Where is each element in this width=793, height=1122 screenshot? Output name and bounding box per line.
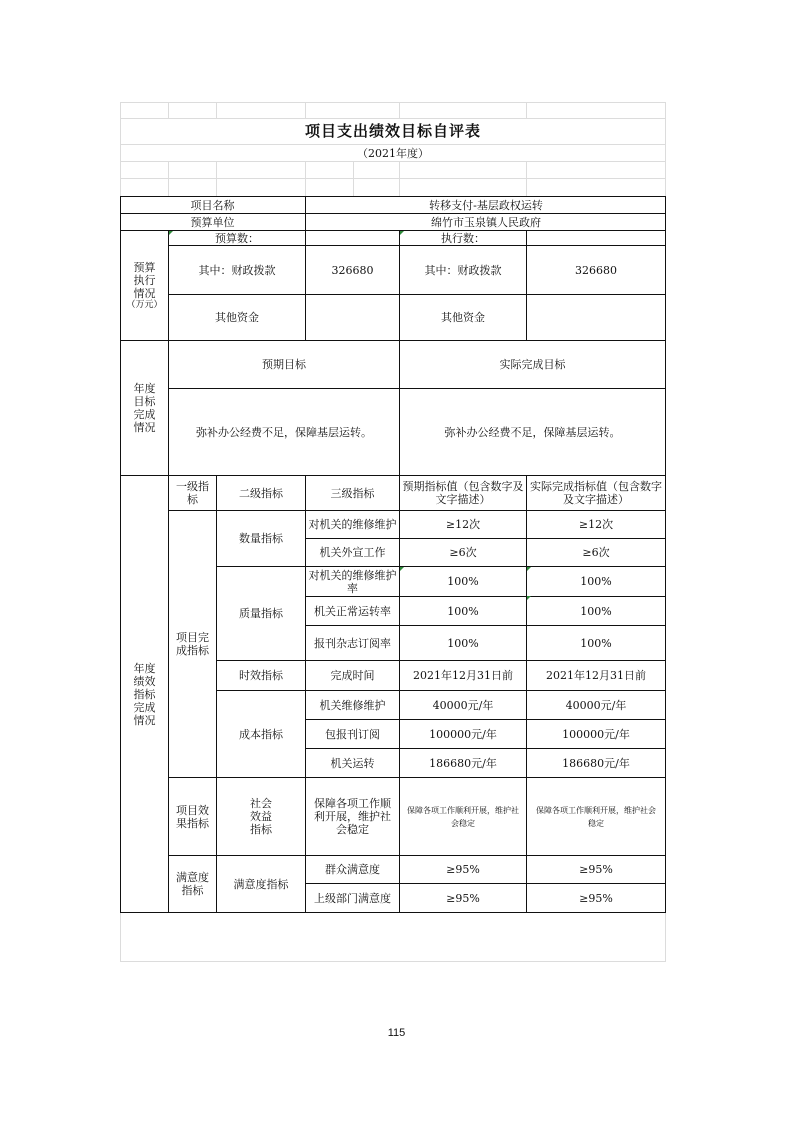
project-name-label: 项目名称: [190, 198, 235, 212]
header-level3: 三级指标: [330, 486, 375, 500]
satisfaction-level1-label: [169, 856, 216, 912]
row-name: 群众满意度: [325, 863, 380, 876]
row-expected: 2021年12月31日前: [413, 669, 513, 682]
other-funds-label: 其他资金: [215, 311, 259, 324]
budget-unit: 绵竹市玉泉镇人民政府: [431, 215, 541, 229]
annual-goal-label-text: 年度目标完成情况: [133, 382, 156, 434]
fiscal-budget-value: 326680: [331, 263, 374, 277]
budget-exec-unit: （万元）: [126, 300, 163, 310]
header-level2: 二级指标: [239, 486, 283, 500]
row-expected: ≥95%: [446, 863, 480, 876]
row-actual: 2021年12月31日前: [546, 669, 646, 682]
row-name: 对机关的维修维护率: [308, 568, 397, 595]
fiscal-budget-label: 其中：财政拨款: [198, 263, 276, 277]
actual-goal-text: 弥补办公经费不足，保障基层运转。: [444, 425, 621, 439]
expected-goal-header: 预期目标: [262, 358, 306, 371]
exec-amount-label: 执行数：: [441, 231, 485, 245]
row-expected: 100%: [447, 604, 479, 618]
indicator-label-text: 年度绩效指标完成情况: [133, 661, 156, 727]
timeliness-indicator-label: 时效指标: [239, 669, 283, 682]
budget-unit-label: 预算单位: [190, 215, 235, 229]
row-actual: ≥95%: [579, 891, 613, 905]
completion-indicator-label: [169, 511, 216, 777]
satisfaction-level2-label: 满意度指标: [233, 877, 289, 891]
row-name: 机关维修维护: [319, 698, 386, 712]
row-expected: 186680元/年: [429, 756, 497, 770]
fiscal-exec-label: 其中：财政拨款: [424, 263, 502, 277]
row-expected: 保障各项工作顺利开展，维护社会稳定: [407, 805, 519, 828]
budget-exec-section-label: [121, 231, 168, 341]
self-evaluation-form: [120, 102, 666, 962]
row-actual: ≥95%: [579, 863, 613, 876]
row-expected: ≥12次: [445, 518, 481, 531]
row-actual: 40000元/年: [565, 698, 627, 712]
form-year: （2021年度）: [357, 146, 429, 160]
header-level1: 一级指标: [176, 480, 209, 506]
row-name: 包报刊订阅: [325, 727, 380, 741]
budget-amount-label: 预算数：: [215, 231, 259, 245]
row-expected: ≥95%: [446, 891, 480, 905]
actual-goal-header: 实际完成目标: [499, 358, 566, 371]
row-name: 机关运转: [330, 756, 375, 770]
row-actual: 100%: [580, 636, 612, 650]
row-expected: ≥6次: [449, 546, 477, 559]
quality-indicator-label: 质量指标: [239, 607, 283, 620]
row-actual: 186680元/年: [562, 756, 630, 770]
row-name: 报刊杂志订阅率: [314, 636, 391, 650]
other-funds-exec-label: 其他资金: [441, 311, 485, 324]
page-number: 115: [387, 1027, 406, 1039]
completion-label-text: 项目完成指标: [176, 631, 209, 657]
budget-exec-label-text: 预算执行情况: [133, 261, 156, 300]
row-actual: 100%: [580, 604, 612, 618]
row-expected: 40000元/年: [432, 698, 494, 712]
annual-goal-section-label: [121, 341, 168, 475]
row-name: 上级部门满意度: [314, 891, 391, 905]
form-title: 项目支出绩效目标自评表: [304, 122, 481, 140]
header-actual: 实际完成指标值（包含数字及文字描述）: [530, 480, 662, 506]
effect-indicator-label: [169, 778, 216, 855]
indicator-section-label: [121, 476, 168, 912]
row-actual: 100%: [580, 575, 612, 588]
social-indicator-label: [217, 778, 305, 855]
social-label-text: 社会效益指标: [250, 797, 272, 836]
project-name: 转移支付-基层政权运转: [429, 198, 543, 212]
row-actual: ≥12次: [578, 518, 614, 531]
row-expected: 100%: [447, 575, 479, 588]
fiscal-exec-value: 326680: [575, 263, 617, 277]
header-expected: 预期指标值（包含数字及文字描述）: [402, 480, 524, 506]
row-actual: 100000元/年: [562, 727, 630, 741]
row-name: 完成时间: [330, 669, 375, 682]
satisfaction-l1-text: 满意度指标: [176, 871, 209, 897]
quantity-indicator-label: 数量指标: [239, 532, 283, 545]
row-actual: 保障各项工作顺利开展，维护社会稳定: [536, 805, 656, 828]
row-name: 保障各项工作顺利开展，维护社会稳定: [314, 797, 391, 836]
row-actual: ≥6次: [582, 546, 610, 559]
row-expected: 100%: [447, 636, 479, 650]
row-name: 对机关的维修维护: [308, 518, 397, 531]
cost-indicator-label: 成本指标: [239, 727, 283, 741]
effect-label-text: 项目效果指标: [176, 803, 209, 830]
row-name: 机关正常运转率: [314, 604, 391, 618]
row-expected: 100000元/年: [429, 727, 497, 741]
row-name: 机关外宣工作: [319, 546, 386, 559]
expected-goal-text: 弥补办公经费不足，保障基层运转。: [196, 425, 372, 439]
